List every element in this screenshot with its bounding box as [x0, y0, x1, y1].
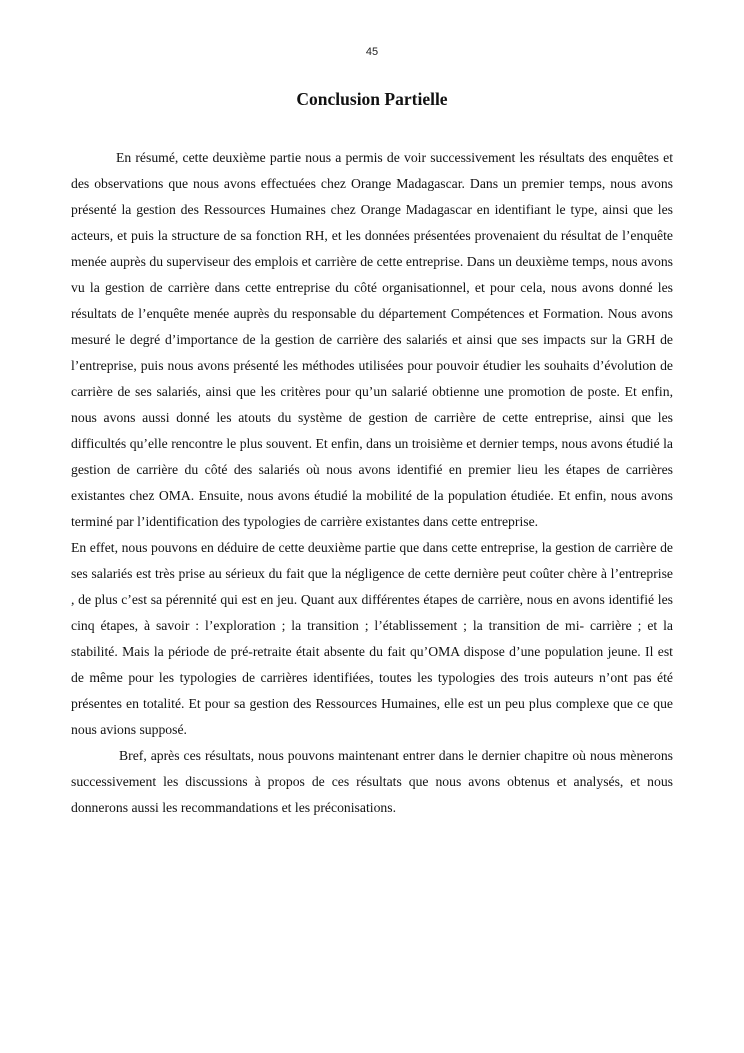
page-number: 45: [365, 46, 379, 58]
paragraph-conclusion: Bref, après ces résultats, nous pouvons maintenant entrer dans le dernier chapitre où nous mènerons successivement les discussions à propos de ces résultats que nous avons obtenus et analysés, et nous donnerons aussi les recommandations et les préconisations.: [71, 748, 673, 815]
paragraph-deduction: En effet, nous pouvons en déduire de cette deuxième partie que dans cette entreprise, la gestion de carrière de ses salariés est très prise au sérieux du fait que la négligence de cette dernière peut coûter chère à l’entreprise , de plus c’est sa pérennité qui est en jeu. Quant aux différentes étapes de carrière, nous en avons identifié les cinq étapes, à savoir : l’exploration ; la transition ; l’établissement ; la transition de mi- carrière ; et la stabilité. Mais la période de pré-retraite était absente du fait qu’OMA dispose d’une population jeune. Il est de même pour les typologies de carrières identifiées, toutes les typologies des trois auteurs n’ont pas été présentes en totalité. Et pour sa gestion des Ressources Humaines, elle est un peu plus complexe que ce que nous avions supposé.: [71, 540, 673, 737]
page-title: Conclusion Partielle: [296, 89, 448, 109]
paragraph-summary: En résumé, cette deuxième partie nous a permis de voir successivement les résultats des enquêtes et des observations que nous avons effectuées chez Orange Madagascar. Dans un premier temps, nous avons présenté la gestion des Ressources Humaines chez Orange Madagascar en identifiant le type, ainsi que les acteurs, et puis la structure de sa fonction RH, et les données présentées provenaient du résultat de l’enquête menée auprès du superviseur des emplois et carrière de cette entreprise. Dans un deuxième temps, nous avons vu la gestion de carrière dans cette entreprise du côté organisationnel, et pour cela, nous avons donné les résultats de l’enquête menée auprès du responsable du département Compétences et Formation. Nous avons mesuré le degré d’importance de la gestion de carrière des salariés et ainsi que ses impacts sur la GRH de l’entreprise, puis nous avons présenté les méthodes utilisées pour pouvoir étudier les souhaits d’évolution de carrière de ses salariés, ainsi que les critères pour qu’un salarié obtienne une promotion de poste. Et enfin, nous avons aussi donné les atouts du système de gestion de carrière de cette entreprise, ainsi que les difficultés qu’elle rencontre le plus souvent. Et enfin, dans un troisième et dernier temps, nous avons étudié la gestion de carrière du côté des salariés où nous avons identifié en premier lieu les étapes de carrières existantes chez OMA. Ensuite, nous avons étudié la mobilité de la population étudiée. Et enfin, nous avons terminé par l’identification des typologies de carrière existantes dans cette entreprise.: [71, 150, 673, 529]
body-text: [71, 145, 673, 821]
